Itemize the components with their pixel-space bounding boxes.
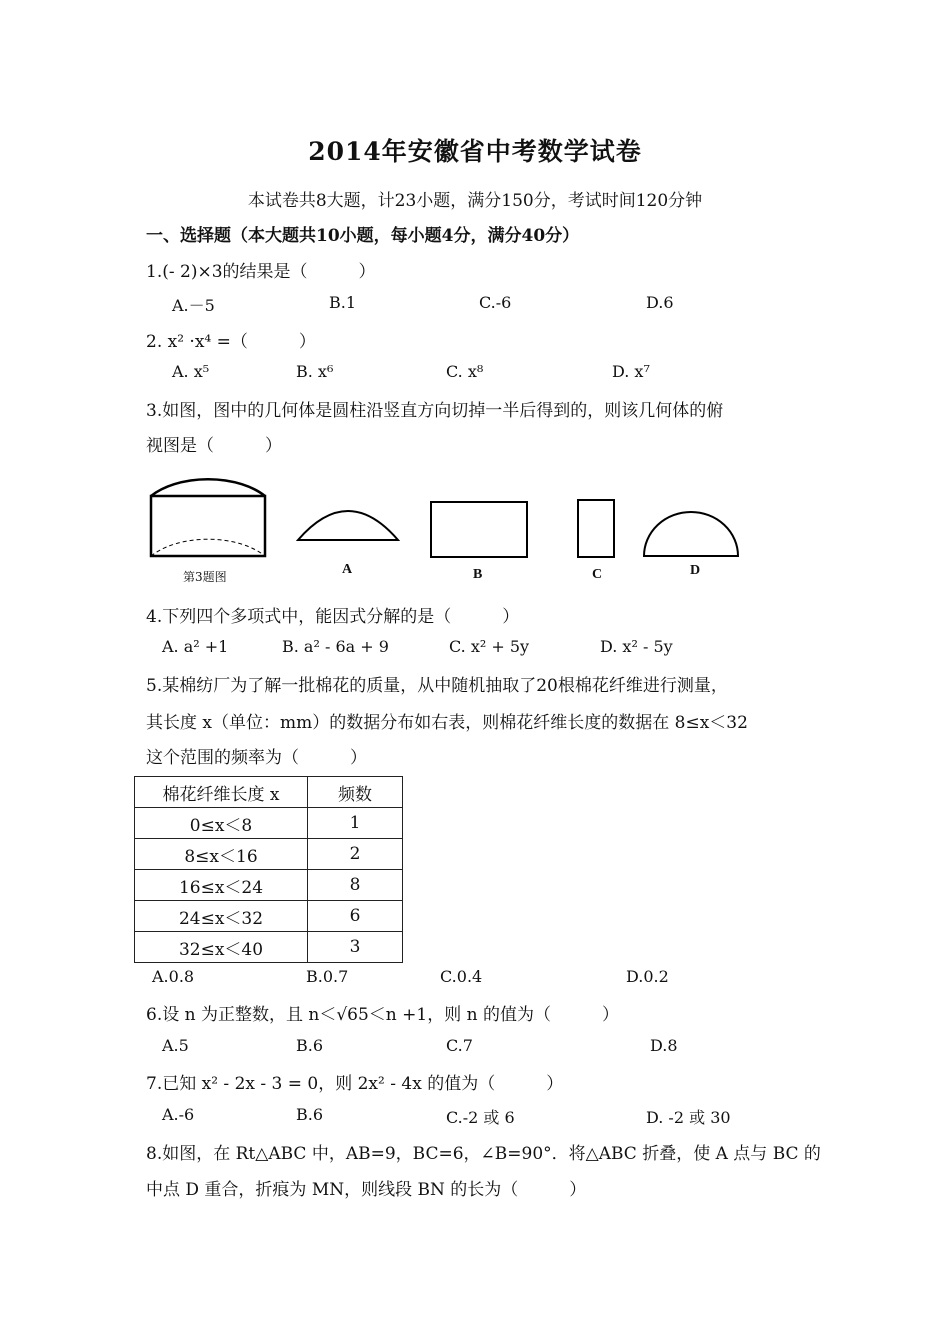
- exam-instructions: 本试卷共8大题，计23小题，满分150分，考试时间120分钟: [247, 191, 703, 211]
- q6-option-a: A.5: [162, 1036, 189, 1055]
- question-5-line-3: 这个范围的频率为（ ）: [146, 748, 367, 768]
- question-4-stem: 4.下列四个多项式中，能因式分解的是（ ）: [146, 607, 520, 627]
- question-5-line-1: 5.某棉纺厂为了解一批棉花的质量，从中随机抽取了20根棉花纤维进行测量，: [146, 676, 728, 696]
- q5-option-a: A.0.8: [152, 967, 195, 986]
- q6-option-d: D.8: [650, 1036, 678, 1055]
- table-header: 频数: [308, 777, 403, 808]
- q6-option-b: B.6: [296, 1036, 324, 1055]
- question-8-line-1: 8.如图，在 Rt△ABC 中，AB=9，BC=6，∠B=90°．将△ABC 折叠，使 A 点与 BC 的: [146, 1144, 821, 1164]
- question-7-stem: 7.已知 x² - 2x - 3 = 0，则 2x² - 4x 的值为（ ）: [146, 1074, 564, 1094]
- table-cell: 3: [308, 932, 403, 963]
- table-cell: 24≤x＜32: [135, 901, 308, 932]
- option-c-figure: [578, 500, 614, 557]
- q5-option-d: D.0.2: [626, 967, 669, 986]
- question-1-stem: 1.(- 2)×3的结果是（ ）: [146, 262, 376, 282]
- half-cylinder-figure: [151, 479, 265, 556]
- question-3-line-1: 3.如图，图中的几何体是圆柱沿竖直方向切掉一半后得到的，则该几何体的俯: [146, 401, 724, 421]
- q4-option-c: C. x² + 5y: [449, 637, 530, 656]
- q7-option-c: C.-2 或 6: [446, 1108, 515, 1127]
- figure-label-c: C: [592, 567, 603, 582]
- q6-option-c: C.7: [446, 1036, 473, 1055]
- option-a-figure: [298, 511, 398, 540]
- question-2-stem: 2. x² ·x⁴ =（ ）: [146, 332, 316, 352]
- table-header: 棉花纤维长度 x: [135, 777, 308, 808]
- q7-option-d: D. -2 或 30: [646, 1108, 731, 1127]
- table-header-row: [135, 777, 403, 808]
- q7-option-b: B.6: [296, 1105, 324, 1124]
- question-6-stem: 6.设 n 为正整数，且 n＜√65＜n +1，则 n 的值为（ ）: [146, 1005, 619, 1025]
- frequency-table: [134, 776, 403, 963]
- q5-option-c: C.0.4: [440, 967, 483, 986]
- q1-option-d: D.6: [646, 293, 674, 312]
- question-5-line-2: 其长度 x（单位：mm）的数据分布如右表，则棉花纤维长度的数据在 8≤x＜32: [146, 713, 748, 733]
- figure-caption: 第3题图: [183, 570, 227, 584]
- figure-label-a: A: [342, 562, 353, 577]
- table-row: [135, 808, 403, 839]
- table-row: [135, 870, 403, 901]
- table-cell: 16≤x＜24: [135, 870, 308, 901]
- table-cell: 32≤x＜40: [135, 932, 308, 963]
- q4-option-b: B. a² - 6a + 9: [282, 637, 389, 656]
- figure-label-d: D: [690, 563, 701, 578]
- table-row: [135, 901, 403, 932]
- q5-option-b: B.0.7: [306, 967, 349, 986]
- question-8-line-2: 中点 D 重合，折痕为 MN，则线段 BN 的长为（ ）: [146, 1180, 587, 1200]
- table-cell: 6: [308, 901, 403, 932]
- q4-option-a: A. a² +1: [162, 637, 229, 656]
- q1-option-a: A.－5: [172, 296, 215, 315]
- table-cell: 8: [308, 870, 403, 901]
- q2-option-c: C. x⁸: [446, 362, 484, 381]
- question-3-line-2: 视图是（ ）: [146, 436, 282, 456]
- option-b-figure: [431, 502, 527, 557]
- q1-option-b: B.1: [329, 293, 357, 312]
- table-cell: 2: [308, 839, 403, 870]
- q7-option-a: A.-6: [162, 1105, 195, 1124]
- table-cell: 1: [308, 808, 403, 839]
- option-d-figure: [644, 512, 738, 556]
- q1-option-c: C.-6: [479, 293, 512, 312]
- q2-option-a: A. x⁵: [172, 362, 210, 381]
- q4-option-d: D. x² - 5y: [600, 637, 673, 656]
- section-heading: 一、选择题（本大题共10小题，每小题4分，满分40分）: [146, 226, 580, 246]
- question-3-figures: [140, 462, 750, 592]
- figure-label-b: B: [473, 567, 483, 582]
- table-cell: 0≤x＜8: [135, 808, 308, 839]
- table-cell: 8≤x＜16: [135, 839, 308, 870]
- page-title: 2014年安徽省中考数学试卷: [308, 137, 642, 166]
- q2-option-d: D. x⁷: [612, 362, 650, 381]
- table-row: [135, 839, 403, 870]
- table-row: [135, 932, 403, 963]
- q2-option-b: B. x⁶: [296, 362, 334, 381]
